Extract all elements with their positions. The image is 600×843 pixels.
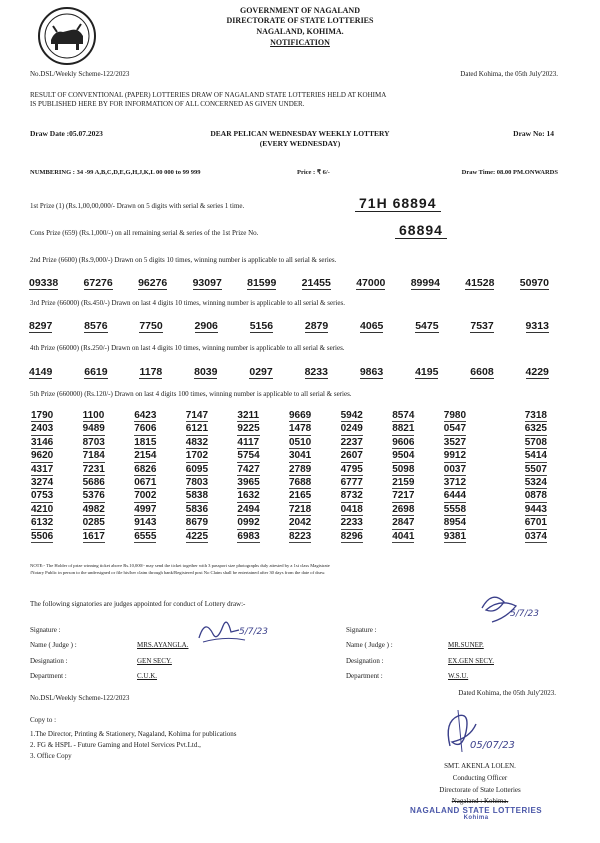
prize-number: 5558 — [443, 503, 467, 515]
prize-number: 21455 — [301, 277, 331, 289]
intro-line-2: IS PUBLISHED HERE BY FOR INFORMATION OF ALL CONCERNED AS GIVEN UNDER. — [30, 100, 305, 108]
prize-number: 67276 — [83, 277, 113, 289]
cons-prize-desc: Cons Prize (659) (Rs.1,000/-) on all remaining serial & series of the 1st Prize No. — [30, 229, 259, 237]
second-prize-desc: 2nd Prize (6600) (Rs.9,000/-) Drawn on 5 digits 10 times, winning number is applicable to all serial & series. — [30, 256, 337, 264]
prize-number: 3211 — [237, 410, 260, 421]
prize-number: 2847 — [392, 517, 415, 529]
prize-number: 2403 — [31, 423, 54, 435]
second-prize-numbers — [29, 277, 549, 290]
prize-number: 3965 — [237, 477, 260, 489]
prize-number: 7218 — [288, 503, 312, 515]
dated-text: Dated Kohima, the 05th July'2023. — [460, 70, 558, 78]
prize-number: 6444 — [443, 490, 467, 502]
prize-number: 7606 — [134, 423, 157, 435]
prize-number: 0297 — [249, 366, 273, 378]
prize-number: 6325 — [524, 423, 547, 435]
prize-number: 9620 — [31, 450, 54, 462]
prize-number: 5942 — [340, 410, 363, 421]
prize-number: 9313 — [525, 320, 549, 332]
prize-number: 50970 — [519, 277, 549, 289]
prize-number: 0418 — [340, 503, 363, 515]
prize-number: 1790 — [31, 410, 54, 421]
right-name-label: Name ( Judge ) : — [346, 641, 393, 649]
prize-number: 3041 — [288, 450, 312, 462]
prize-number: 0878 — [524, 490, 547, 502]
draw-number: Draw No: 14 — [513, 129, 554, 138]
prize-number: 8296 — [340, 530, 363, 542]
prize-number: 6132 — [31, 517, 54, 529]
prize-number: 7803 — [185, 477, 209, 489]
prize-number: 5754 — [237, 450, 260, 462]
prize-number: 8703 — [82, 436, 105, 448]
prize-number: 3712 — [443, 477, 467, 489]
prize-number: 4795 — [340, 463, 363, 475]
prize-number: 8732 — [340, 490, 363, 502]
prize-number: 8039 — [194, 366, 218, 378]
footer-ref-number: No.DSL/Weekly Scheme-122/2023 — [30, 694, 130, 702]
lottery-name: DEAR PELICAN WEDNESDAY WEEKLY LOTTERY — [210, 129, 390, 138]
prize-number: 3527 — [443, 436, 467, 448]
prize-number: 9912 — [443, 450, 467, 462]
prize-number: 4982 — [82, 503, 105, 515]
prize-number: 5376 — [82, 490, 105, 502]
third-prize-numbers — [29, 320, 549, 333]
right-judge-department: W.S.U. — [448, 672, 469, 680]
prize-number: 2233 — [340, 517, 363, 529]
prize-number: 9225 — [237, 423, 260, 435]
prize-number: 5098 — [392, 463, 415, 475]
prize-number: 0671 — [134, 477, 157, 489]
prize-number: 4041 — [392, 530, 415, 542]
department-stamp — [410, 806, 542, 821]
prize-number: 7184 — [82, 450, 105, 462]
prize-number: 41528 — [465, 277, 495, 289]
fourth-prize-desc: 4th Prize (66000) (Rs.250/-) Drawn on last 4 digits 10 times, winning number is applicable to all serial & series. — [30, 344, 345, 352]
prize-number: 5708 — [524, 436, 547, 448]
prize-number: 7427 — [237, 463, 260, 475]
prize-number: 3146 — [31, 436, 54, 448]
prize-number: 4065 — [360, 320, 384, 332]
prize-number: 4149 — [29, 366, 53, 378]
draw-date: Draw Date :05.07.2023 — [30, 129, 103, 138]
prize-number: 1702 — [185, 450, 209, 462]
officer-place: Nagaland : Kohima. — [451, 797, 509, 805]
prize-number: 4229 — [525, 366, 549, 378]
officer-title: Conducting Officer — [452, 774, 508, 782]
prize-number: 4195 — [415, 366, 439, 378]
prize-number: 2159 — [392, 477, 415, 489]
left-judge-department: C.U.K. — [137, 672, 158, 680]
fifth-prize-desc: 5th Prize (660000) (Rs.120/-) Drawn on last 4 digits 100 times, winning number is applicable to all serial & series. — [30, 390, 352, 398]
prize-number: 2698 — [392, 503, 415, 515]
fourth-prize-numbers — [29, 366, 549, 379]
prize-number: 6423 — [134, 410, 157, 421]
prize-number: 1478 — [288, 423, 312, 435]
prize-number: 0547 — [443, 423, 467, 435]
prize-number: 2494 — [237, 503, 260, 515]
left-signature-date: 5/7/23 — [239, 627, 268, 637]
prize-number: 5506 — [31, 530, 54, 542]
right-department-label: Department : — [346, 672, 383, 680]
prize-number: 7002 — [134, 490, 157, 502]
prize-number: 2165 — [288, 490, 312, 502]
prize-number: 2042 — [288, 517, 312, 529]
prize-number: 93097 — [192, 277, 222, 289]
prize-number: 1617 — [82, 530, 105, 542]
prize-number: 6555 — [134, 530, 157, 542]
prize-number: 7147 — [185, 410, 209, 421]
prize-number: 5838 — [185, 490, 209, 502]
prize-number: 5156 — [249, 320, 274, 332]
first-prize-desc: 1st Prize (1) (Rs.1,00,00,000/- Drawn on 5 digits with serial & series 1 time. — [30, 202, 245, 210]
prize-number: 8297 — [29, 320, 53, 332]
footer-dated: Dated Kohima, the 05th July'2023. — [458, 689, 556, 697]
copy-item-3: 3. Office Copy — [30, 752, 72, 760]
prize-number: 0992 — [237, 517, 260, 529]
prize-number: 9381 — [443, 530, 467, 542]
prize-number: 6983 — [237, 530, 260, 542]
prize-number: 81599 — [247, 277, 277, 289]
left-judge-designation: GEN SECY. — [137, 657, 172, 665]
right-judge-name: MR.SUNEP. — [448, 641, 484, 649]
right-signature-date: 5/7/23 — [510, 609, 539, 619]
prize-number: 5686 — [82, 477, 105, 489]
fifth-prize-numbers — [31, 410, 547, 543]
header-location: NAGALAND, KOHIMA. — [256, 27, 344, 36]
prize-number: 4317 — [31, 463, 54, 475]
ref-number: No.DSL/Weekly Scheme-122/2023 — [30, 70, 130, 78]
prize-number: 7980 — [443, 410, 467, 421]
prize-number: 6619 — [84, 366, 108, 378]
prize-number: 8233 — [304, 366, 328, 378]
prize-number: 8576 — [84, 320, 108, 332]
prize-number: 0285 — [82, 517, 105, 529]
prize-number: 5414 — [524, 450, 547, 462]
prize-number: 6095 — [185, 463, 209, 475]
prize-number: 9669 — [288, 410, 312, 421]
prize-number: 47000 — [356, 277, 386, 289]
prize-number: 89994 — [410, 277, 440, 289]
ticket-price: Price : ₹ 6/- — [297, 169, 330, 176]
prize-number: 09338 — [29, 277, 59, 289]
prize-number: 2879 — [304, 320, 329, 332]
right-judge-signature — [476, 588, 556, 632]
prize-number: 6608 — [470, 366, 494, 378]
prize-number: 7750 — [139, 320, 163, 332]
stamp-text: NAGALAND STATE LOTTERIES — [410, 806, 543, 815]
prize-number: 9489 — [82, 423, 105, 435]
prize-number: 7688 — [288, 477, 312, 489]
prize-number: 9863 — [359, 366, 384, 378]
note-line-1: NOTE:- The Holder of prize winning ticket above Rs.10,000/- may send the ticket together with 3 passport size photographs duly attested by a 1st class Magistrate — [30, 563, 330, 568]
third-prize-desc: 3rd Prize (66000) (Rs.450/-) Drawn on last 4 digits 10 times, winning number is applicable to all serial & series. — [30, 299, 345, 307]
prize-number: 7318 — [524, 410, 547, 421]
left-judge-signature — [195, 612, 275, 646]
prize-number: 0753 — [31, 490, 54, 502]
header-notification: NOTIFICATION — [270, 38, 330, 47]
prize-number: 5324 — [524, 477, 547, 489]
prize-number: 6777 — [340, 477, 363, 489]
prize-number: 8574 — [392, 410, 415, 421]
prize-number: 4997 — [134, 503, 157, 515]
prize-number: 4225 — [185, 530, 209, 542]
prize-number: 6701 — [524, 517, 547, 529]
officer-signature-date: 05/07/23 — [470, 740, 515, 751]
header-government: GOVERNMENT OF NAGALAND — [239, 6, 360, 15]
copy-item-1: 1.The Director, Printing & Stationery, Nagaland, Kohima for publications — [30, 730, 237, 738]
prize-number: 1632 — [237, 490, 260, 502]
prize-number: 5836 — [185, 503, 209, 515]
draw-time: Draw Time: 08.00 PM.ONWARDS — [461, 169, 558, 176]
prize-number: 6826 — [134, 463, 157, 475]
prize-number: 96276 — [138, 277, 168, 289]
copy-item-2: 2. FG & HSPL - Future Gaming and Hotel Services Pvt.Ltd., — [30, 741, 201, 749]
intro-line-1: RESULT OF CONVENTIONAL (PAPER) LOTTERIES DRAW OF NAGALAND STATE LOTTERIES HELD AT KOHIMA — [30, 91, 387, 99]
prize-number: 8954 — [443, 517, 467, 529]
prize-number: 1815 — [134, 436, 157, 448]
left-judge-name: MRS.AYANGLA. — [137, 641, 189, 649]
left-designation-label: Designation : — [30, 657, 68, 665]
prize-number: 0510 — [288, 436, 312, 448]
copy-to-label: Copy to : — [30, 716, 57, 724]
note-line-2: /Notary Public in person to the undersigned or file his/her claim through bank/Registered post No Claim shall be entertained after 30 days from the date of draw. — [30, 570, 326, 575]
prize-number: 1100 — [82, 410, 105, 421]
prize-number: 9504 — [392, 450, 415, 462]
officer-department: Directorate of State Lotteries — [439, 786, 521, 794]
prize-number: 4832 — [185, 436, 209, 448]
right-judge-designation: EX.GEN SECY. — [448, 657, 494, 665]
prize-number: 8223 — [288, 530, 312, 542]
prize-number: 4117 — [237, 436, 260, 448]
prize-number: 6121 — [185, 423, 209, 435]
prize-number: 9606 — [392, 436, 415, 448]
prize-number: 8679 — [185, 517, 209, 529]
prize-number: 5475 — [415, 320, 439, 332]
prize-number: 5507 — [524, 463, 547, 475]
prize-number: 3274 — [31, 477, 54, 489]
right-signature-label: Signature : — [346, 626, 377, 634]
prize-number: 9443 — [524, 503, 547, 515]
officer-name: SMT. AKENLA LOLEN. — [444, 762, 516, 770]
prize-number: 0037 — [443, 463, 467, 475]
left-name-label: Name ( Judge ) : — [30, 641, 77, 649]
prize-number: 7537 — [470, 320, 494, 332]
prize-number: 0249 — [340, 423, 363, 435]
prize-number: 8821 — [392, 423, 415, 435]
first-prize-number: 71H 68894 — [355, 195, 441, 212]
numbering: NUMBERING : 34 -99 A,B,C,D,E,G,H,J,K,L 00 000 to 99 999 — [30, 169, 201, 176]
right-designation-label: Designation : — [346, 657, 384, 665]
header-directorate: DIRECTORATE OF STATE LOTTERIES — [226, 16, 374, 25]
lottery-frequency: (EVERY WEDNESDAY) — [259, 139, 341, 148]
judges-intro: The following signatories are judges appointed for conduct of Lottery draw:- — [30, 600, 246, 608]
left-department-label: Department : — [30, 672, 67, 680]
prize-number: 9143 — [134, 517, 157, 529]
prize-number: 2237 — [340, 436, 363, 448]
prize-number: 0374 — [524, 530, 547, 542]
cons-prize-number: 68894 — [395, 222, 447, 239]
prize-number: 2789 — [288, 463, 312, 475]
prize-number: 2154 — [134, 450, 157, 462]
prize-number: 1178 — [139, 366, 163, 378]
prize-number: 7231 — [82, 463, 105, 475]
prize-number: 2906 — [194, 320, 218, 332]
prize-number: 4210 — [31, 503, 54, 515]
left-signature-label: Signature : — [30, 626, 61, 634]
prize-number: 2607 — [340, 450, 363, 462]
stamp-subtext: Kohima — [463, 815, 489, 821]
officer-signature — [440, 702, 540, 758]
prize-number: 7217 — [392, 490, 415, 502]
